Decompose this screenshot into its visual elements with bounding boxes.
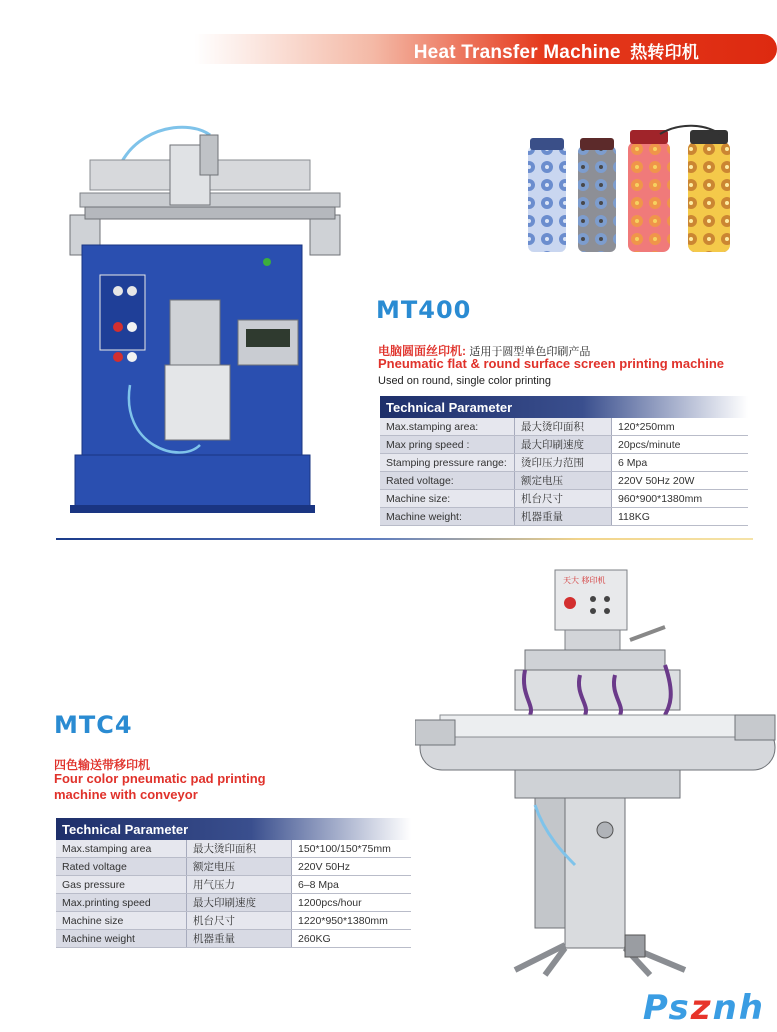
page-title bbox=[414, 38, 699, 64]
mt400-name-cn-text: 电脑圆面丝印机: bbox=[378, 344, 466, 358]
param-value: 120*250mm bbox=[612, 418, 749, 436]
param-label-en: Machine weight: bbox=[380, 508, 515, 526]
mtc4-name-en-line2: machine with conveyor bbox=[54, 787, 198, 802]
table-row bbox=[56, 894, 411, 912]
param-label-cn: 最大烫印面积 bbox=[515, 418, 612, 436]
param-value: 150*100/150*75mm bbox=[292, 840, 412, 858]
param-value: 1220*950*1380mm bbox=[292, 912, 412, 930]
param-value: 220V 50Hz bbox=[292, 858, 412, 876]
param-label-cn: 机器重量 bbox=[515, 508, 612, 526]
mt400-machine-image bbox=[60, 115, 360, 515]
mt400-subtitle-cn: 适用于圆型单色印刷产品 bbox=[469, 346, 591, 358]
param-label-en: Machine size: bbox=[380, 490, 515, 508]
param-label-en: Gas pressure bbox=[56, 876, 187, 894]
mtc4-name-en bbox=[54, 771, 266, 803]
table-row bbox=[380, 508, 748, 526]
mtc4-name-en-line1: Four color pneumatic pad printing bbox=[54, 771, 266, 786]
param-value: 220V 50Hz 20W bbox=[612, 472, 749, 490]
mt400-model-title: MT400 bbox=[376, 296, 472, 324]
page-title-cn: 热转印机 bbox=[630, 43, 699, 62]
param-label-en: Stamping pressure range: bbox=[380, 454, 515, 472]
table-row bbox=[56, 858, 411, 876]
param-value: 1200pcs/hour bbox=[292, 894, 412, 912]
brand-logo bbox=[643, 988, 765, 1028]
param-label-en: Max.stamping area: bbox=[380, 418, 515, 436]
mtc4-table-title: Technical Parameter bbox=[56, 818, 411, 840]
page-title-en: Heat Transfer Machine bbox=[413, 42, 621, 63]
table-row bbox=[380, 490, 748, 508]
table-row bbox=[56, 876, 411, 894]
mt400-name-en: Pneumatic flat & round surface screen printing machine bbox=[378, 356, 725, 371]
param-label-cn: 机台尺寸 bbox=[187, 912, 292, 930]
param-label-cn: 机台尺寸 bbox=[515, 490, 612, 508]
table-row bbox=[380, 436, 748, 454]
mt400-used-on: Used on round, single color printing bbox=[378, 375, 552, 387]
param-label-cn: 最大烫印面积 bbox=[187, 840, 292, 858]
mtc4-model-title: MTC4 bbox=[54, 711, 133, 739]
mtc4-name-cn: 四色输送带移印机 bbox=[54, 758, 151, 772]
mt400-parameter-table bbox=[380, 396, 748, 526]
param-label-cn: 额定电压 bbox=[515, 472, 612, 490]
table-row bbox=[56, 912, 411, 930]
param-value: 960*900*1380mm bbox=[612, 490, 749, 508]
mtc4-parameter-table bbox=[56, 818, 411, 948]
param-value: 20pcs/minute bbox=[612, 436, 749, 454]
param-label-en: Rated voltage: bbox=[380, 472, 515, 490]
mtc4-table-header bbox=[56, 818, 411, 840]
table-row bbox=[56, 930, 411, 948]
param-value: 6–8 Mpa bbox=[292, 876, 412, 894]
section-divider bbox=[56, 538, 753, 540]
param-label-cn: 最大印刷速度 bbox=[515, 436, 612, 454]
param-label-en: Max.stamping area bbox=[56, 840, 187, 858]
logo-prefix: Ps bbox=[642, 988, 691, 1028]
param-label-en: Max pring speed : bbox=[380, 436, 515, 454]
param-label-en: Max.printing speed bbox=[56, 894, 187, 912]
mt400-table-header bbox=[380, 396, 748, 418]
table-row bbox=[56, 840, 411, 858]
param-label-en: Machine weight bbox=[56, 930, 187, 948]
param-value: 6 Mpa bbox=[612, 454, 749, 472]
param-label-en: Rated voltage bbox=[56, 858, 187, 876]
param-label-cn: 机器重量 bbox=[187, 930, 292, 948]
param-label-en: Machine size bbox=[56, 912, 187, 930]
logo-accent: z bbox=[690, 988, 713, 1028]
param-label-cn: 烫印压力范围 bbox=[515, 454, 612, 472]
mt400-table-title: Technical Parameter bbox=[380, 396, 748, 418]
param-value: 118KG bbox=[612, 508, 749, 526]
bottles-image bbox=[520, 122, 740, 257]
panel-label: 天大 移印机 bbox=[563, 576, 606, 585]
table-row bbox=[380, 418, 748, 436]
table-row bbox=[380, 472, 748, 490]
param-label-cn: 用气压力 bbox=[187, 876, 292, 894]
mtc4-machine-image bbox=[415, 565, 777, 985]
param-value: 260KG bbox=[292, 930, 412, 948]
param-label-cn: 最大印刷速度 bbox=[187, 894, 292, 912]
logo-suffix: nh bbox=[712, 988, 765, 1028]
param-label-cn: 额定电压 bbox=[187, 858, 292, 876]
table-row bbox=[380, 454, 748, 472]
